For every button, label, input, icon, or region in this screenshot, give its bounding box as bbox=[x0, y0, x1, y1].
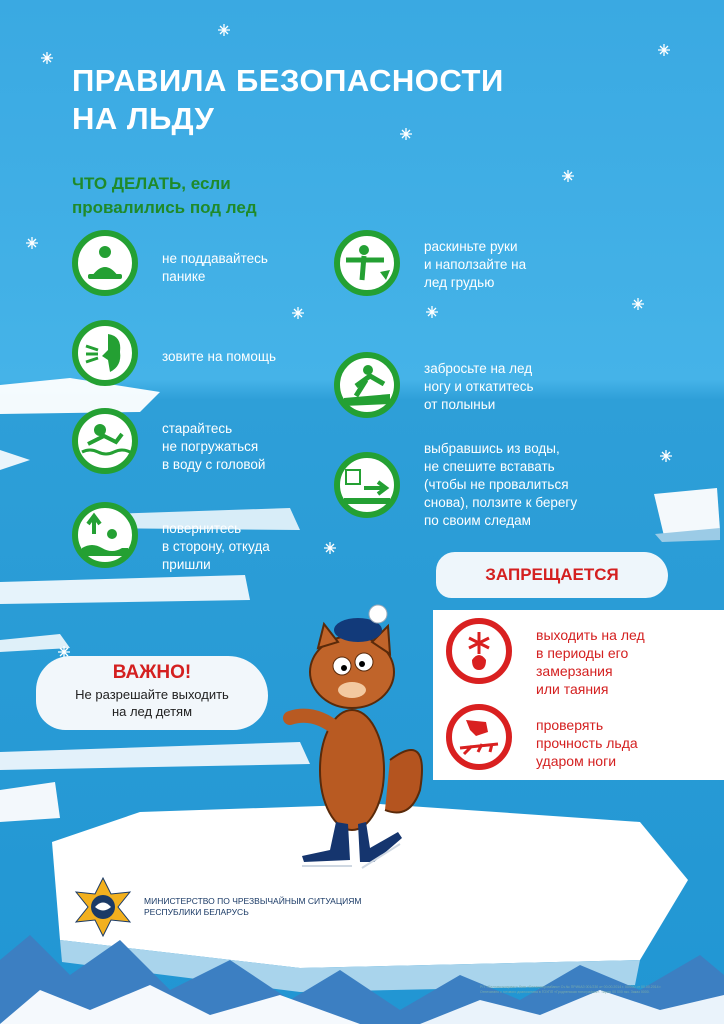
step-text bbox=[162, 420, 265, 474]
spread-arms-icon bbox=[334, 230, 400, 296]
snowflake-drop-icon bbox=[446, 618, 512, 684]
swimmer-head-above-water-icon bbox=[72, 408, 138, 474]
step-line: зовите на помощь bbox=[162, 349, 277, 364]
subtitle-line: ЧТО ДЕЛАТЬ, если bbox=[72, 174, 231, 193]
forbidden-line: прочность льда bbox=[536, 735, 638, 751]
forbidden-line: проверять bbox=[536, 717, 604, 733]
step-line: не спешите вставать bbox=[424, 459, 555, 474]
section-subtitle bbox=[72, 172, 257, 220]
forbidden-label: ЗАПРЕЩАЕТСЯ bbox=[436, 552, 668, 598]
kick-ice-icon bbox=[446, 704, 512, 770]
fine-print bbox=[480, 985, 715, 995]
step-line: панике bbox=[162, 269, 206, 284]
important-line: Не разрешайте выходить bbox=[75, 687, 229, 702]
step-line: забросьте на лед bbox=[424, 361, 533, 376]
step-line: ногу и откатитесь bbox=[424, 379, 534, 394]
fine-print-line: Р/Т «Белтаможсервис» банк «Белагропромбанк» Сч.№ ПРИКАЗ 001/230 от 00.00.2014 г. 00/000 от 00.00.2014 г. bbox=[480, 985, 662, 989]
forbidden-line: в периоды его bbox=[536, 645, 629, 661]
forbidden-line: замерзания bbox=[536, 663, 613, 679]
ministry-emblem-icon bbox=[70, 876, 136, 938]
step-line: выбравшись из воды, bbox=[424, 441, 560, 456]
forbidden-text bbox=[536, 626, 645, 698]
ministry-line: РЕСПУБЛИКИ БЕЛАРУСЬ bbox=[144, 907, 249, 917]
crawl-to-shore-icon bbox=[334, 452, 400, 518]
ministry-line: МИНИСТЕРСТВО ПО ЧРЕЗВЫЧАЙНЫМ СИТУАЦИЯМ bbox=[144, 896, 362, 906]
step-line: повернитесь bbox=[162, 521, 242, 536]
leg-on-ice-icon bbox=[334, 352, 400, 418]
step-line: пришли bbox=[162, 557, 211, 572]
forbidden-text bbox=[536, 716, 638, 770]
forbidden-line: или таяния bbox=[536, 681, 609, 697]
step-line: в воду с головой bbox=[162, 457, 266, 472]
important-bubble bbox=[36, 656, 268, 730]
step-line: (чтобы не провалиться bbox=[424, 477, 569, 492]
step-line: старайтесь bbox=[162, 421, 233, 436]
turn-back-arrow-icon bbox=[72, 502, 138, 568]
cat-mascot-illustration bbox=[280, 600, 440, 870]
step-line: лед грудью bbox=[424, 275, 495, 290]
important-text bbox=[36, 686, 268, 720]
step-text bbox=[424, 360, 534, 414]
shouting-person-icon bbox=[72, 320, 138, 386]
page-title bbox=[72, 62, 504, 138]
step-line: не погружаться bbox=[162, 439, 259, 454]
step-text bbox=[424, 440, 577, 530]
step-line: в сторону, откуда bbox=[162, 539, 270, 554]
subtitle-line: провалились под лед bbox=[72, 198, 257, 217]
step-line: по своим следам bbox=[424, 513, 531, 528]
forbidden-line: выходить на лед bbox=[536, 627, 645, 643]
title-line: НА ЛЬДУ bbox=[72, 101, 215, 136]
fine-print-line: Отпечатано с готового диапозитива в ГОУПП «Гродненская типография». Тираж 00 000 экз. Заказ 0000. bbox=[480, 990, 650, 994]
step-line: от полыньи bbox=[424, 397, 496, 412]
important-title: ВАЖНО! bbox=[112, 662, 192, 683]
ministry-name bbox=[144, 896, 361, 918]
step-line: и наползайте на bbox=[424, 257, 527, 272]
title-line: ПРАВИЛА БЕЗОПАСНОСТИ bbox=[72, 63, 504, 98]
forbidden-line: ударом ноги bbox=[536, 753, 617, 769]
step-line: не поддавайтесь bbox=[162, 251, 268, 266]
step-text bbox=[424, 238, 526, 292]
step-line: снова), ползите к берегу bbox=[424, 495, 578, 510]
calm-person-icon bbox=[72, 230, 138, 296]
step-text bbox=[162, 250, 268, 286]
step-text bbox=[162, 348, 276, 366]
important-line: на лед детям bbox=[111, 704, 193, 719]
step-line: раскиньте руки bbox=[424, 239, 518, 254]
step-text bbox=[162, 520, 270, 574]
